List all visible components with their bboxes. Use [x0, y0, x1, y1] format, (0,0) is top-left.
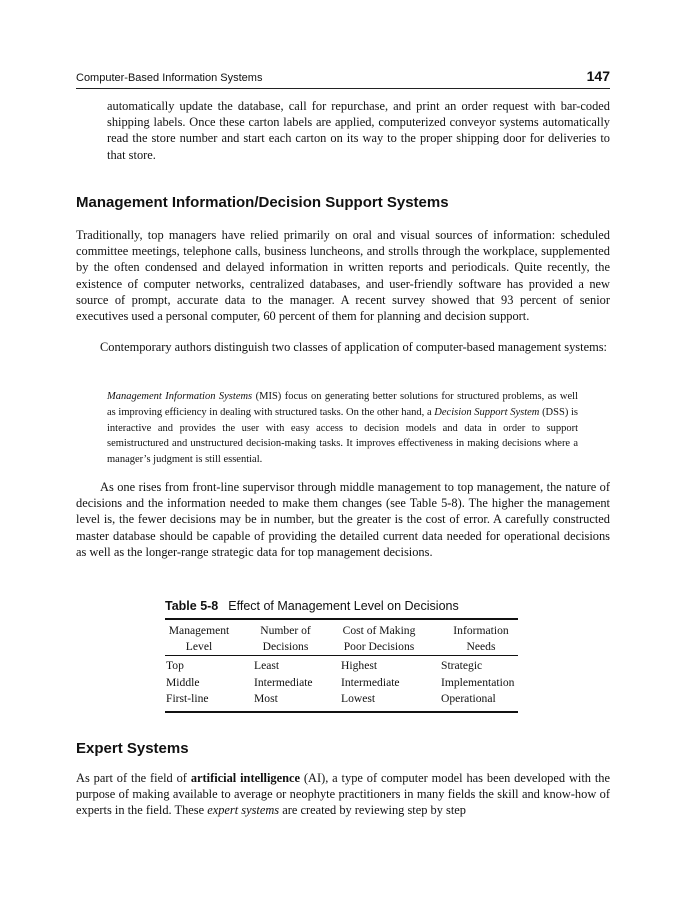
table-cell: Least [254, 659, 280, 672]
table-cell: Top [166, 659, 184, 672]
table-cell: First-line [166, 692, 209, 705]
header-rule [76, 88, 610, 89]
table-top-rule [165, 618, 518, 620]
table-cell: Intermediate [341, 676, 400, 689]
table-label: Table 5-8 [165, 599, 219, 613]
mis-definition: (MIS) focus on generating better solutions for structured problems, as well as improving efficiency in dealing with structured tasks. On the other hand, a [107, 391, 578, 418]
table-cell: Strategic [441, 659, 483, 672]
header-line: Cost of Making [342, 624, 416, 637]
expert-text-a: As part of the field of [76, 771, 191, 785]
table-title: Effect of Management Level on Decisions [228, 599, 459, 613]
table-header-cell [440, 623, 522, 654]
header-line: Needs [466, 639, 496, 653]
table-header-cell [160, 623, 238, 654]
table-cell: Middle [166, 676, 200, 689]
mis-paragraph-3-text: As one rises from front-line supervisor through middle management to top management, the nature of decisions and the information needed to make them changes (see Table 5-8). The higher the management level is, the fewer decisions may be in number, but the greater is the cost of error. A carefully constructed master database should be capable of providing the detailed current data needed for operational decisions as well as the longer-range strategic data for top management decisions. [76, 480, 610, 559]
mis-term: Management Information Systems [107, 391, 253, 402]
expert-text-c: are created by reviewing step by step [279, 803, 466, 818]
header-line: Poor Decisions [343, 639, 415, 653]
continuation-paragraph: automatically update the database, call for repurchase, and print an order request with bar-coded shipping labels. Once these carton labels are applied, computerized conveyor systems automatically read the store number and start each carton on its way to the proper shipping door for deliveries to that store. [107, 99, 610, 162]
mis-paragraph-2 [76, 339, 610, 355]
definition-quote [107, 389, 578, 468]
table-caption [165, 599, 459, 613]
table-cell: Highest [341, 659, 378, 672]
table-row [0, 692, 680, 708]
section-heading-mis: Management Information/Decision Support Systems [76, 194, 449, 211]
table-header-rule [165, 655, 518, 656]
table-bottom-rule [165, 711, 518, 713]
page-number: 147 [586, 68, 610, 84]
running-header [76, 68, 610, 88]
table-cell: Lowest [341, 692, 376, 705]
table-row [0, 659, 680, 675]
table-cell: Intermediate [254, 676, 313, 689]
ai-term: artificial intelligence [190, 771, 300, 785]
table-cell: Implementation [441, 676, 515, 689]
table-row [0, 676, 680, 692]
header-line: Level [185, 639, 213, 653]
header-line: Decisions [262, 639, 309, 653]
dss-definition: (DSS) is interactive and provides the user with easy access to decision models and data in order to support semistructured and unstructured decision-making tasks. It improves effectiveness in making decisions where a manager’s judgment is still essential. [107, 406, 578, 466]
mis-paragraph-1: Traditionally, top managers have relied primarily on oral and visual sources of information: scheduled committee meetings, telephone calls, business luncheons, and strolls through the workplace, supplemented by the often condensed and delayed information in written reports and periodicals. Quite recently, the existence of computer networks, centralized databases, and user-friendly software has provided a new source of prompt, accurate data to the manager. A recent survey showed that 93 percent of senior executives used a personal computer, 60 percent of them for planning and decision support. [76, 228, 610, 324]
running-title: Computer-Based Information Systems [76, 72, 263, 84]
table-header-cell [248, 623, 323, 654]
expert-text-b: (AI), a type of computer model has been developed with the purpose of making available to average or neophyte practitioners in many fields the skill and know-how of experts in the field. These [76, 771, 611, 818]
header-line: Management [168, 624, 230, 637]
table-header-cell [330, 623, 428, 654]
expert-paragraph [76, 770, 610, 819]
header-line: Number of [260, 624, 311, 637]
section-heading-expert: Expert Systems [76, 740, 189, 757]
dss-term: Decision Support System [434, 406, 540, 418]
table-cell: Most [254, 692, 278, 705]
mis-paragraph-3 [76, 479, 610, 560]
header-line: Information [453, 624, 509, 637]
mis-paragraph-2-text: Contemporary authors distinguish two classes of application of computer-based management systems: [100, 340, 607, 354]
expert-systems-term: expert systems [207, 803, 280, 818]
table-cell: Operational [441, 692, 496, 705]
